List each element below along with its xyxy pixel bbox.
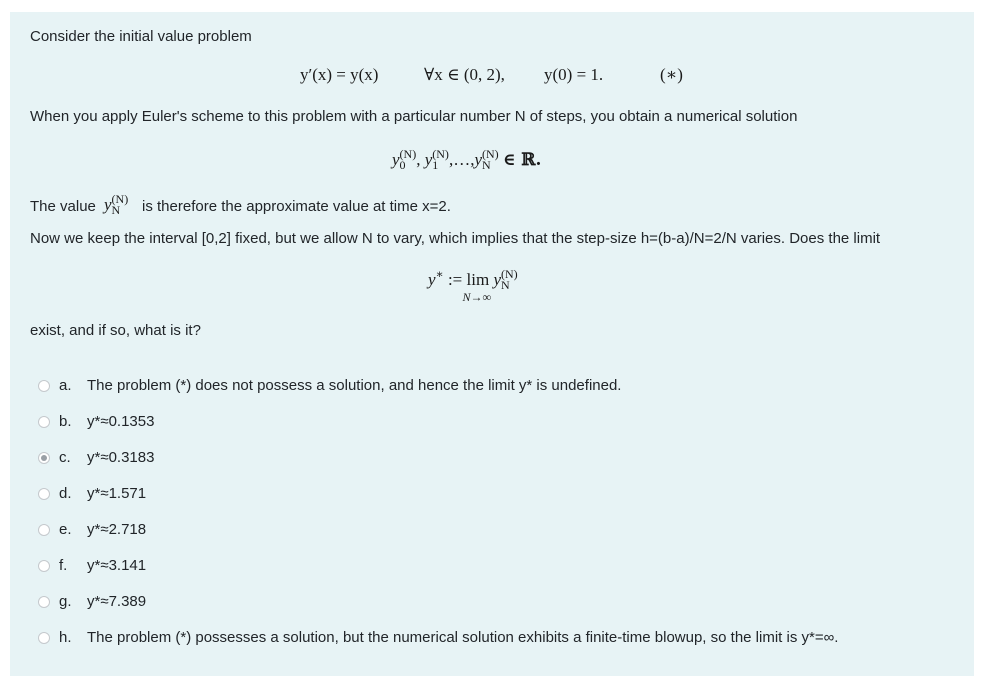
limit-operator (462, 270, 492, 304)
value-yN-sub: N (111, 203, 121, 217)
option-h-radio[interactable] (38, 632, 50, 644)
option-h-text: The problem (*) possesses a solution, but the numerical solution exhibits a finite-time blowup, so the limit is y*=∞. (87, 629, 839, 646)
seq-y1-sub: 1 (432, 158, 439, 172)
value-y: y (104, 195, 112, 214)
seq-yN-indices (481, 147, 499, 172)
option-d-text: y*≈1.571 (87, 485, 147, 502)
ivp-forall: ∀x ∈ (0, 2), (424, 65, 505, 84)
ivp-initial-condition: y(0) = 1. (544, 65, 604, 84)
option-c-letter: c. (59, 449, 71, 466)
option-c-text: y*≈0.3183 (87, 449, 155, 466)
seq-y0-sup: (N) (399, 147, 417, 161)
seq-yN-sub: N (481, 158, 491, 172)
value-yN-sup: (N) (111, 192, 129, 206)
option-g-radio[interactable] (38, 596, 50, 608)
seq-ellipsis: ,…, (448, 150, 475, 169)
seq-yN: y (474, 150, 482, 169)
numerical-solution-sequence: $y^{(N)}$ 0 , $y^{(N)}$ 1 $,\dots,y^{(N)}$ N ∈ ℝ. (392, 150, 541, 171)
intro-text: Consider the initial value problem (30, 28, 252, 45)
option-d-radio[interactable] (38, 488, 50, 500)
option-g-text: y*≈7.389 (87, 593, 147, 610)
option-c-radio[interactable] (38, 452, 50, 464)
limit-yN-sup: (N) (500, 267, 518, 281)
exist-sentence: exist, and if so, what is it? (30, 322, 201, 339)
ivp-tag: (∗) (660, 65, 683, 84)
seq-y0: y (392, 150, 400, 169)
option-e-radio[interactable] (38, 524, 50, 536)
option-b-letter: b. (59, 413, 72, 430)
limit-defeq: := (447, 270, 463, 289)
option-e-letter: e. (59, 521, 72, 538)
seq-y1: y (424, 150, 433, 169)
limit-star: ∗ (435, 267, 444, 281)
value-yN-symbol (104, 192, 129, 217)
option-a-letter: a. (59, 377, 72, 394)
seq-y1-indices (432, 147, 449, 172)
option-d-letter: d. (59, 485, 72, 502)
option-f-letter: f. (59, 557, 68, 574)
option-e-text: y*≈2.718 (87, 521, 147, 538)
seq-yN-sup: (N) (481, 147, 499, 161)
limit-y: y (493, 270, 501, 289)
euler-sentence: When you apply Euler's scheme to this problem with a particular number N of steps, you obtain a numerical solution (30, 108, 798, 125)
limit-yN-indices (500, 267, 518, 292)
ivp-ode: y′(x) = y(x) (300, 65, 379, 84)
limit-definition (428, 267, 518, 304)
option-a-radio[interactable] (38, 380, 50, 392)
seq-y0-indices (399, 147, 417, 172)
value-yN-indices (111, 192, 129, 217)
limit-yN-sub: N (500, 278, 510, 292)
seq-in-reals: ∈ ℝ. (502, 150, 542, 170)
option-b-text: y*≈0.1353 (87, 413, 155, 430)
option-a-text: The problem (*) does not possess a solution, and hence the limit y* is undefined. (87, 377, 622, 394)
question-panel (10, 12, 974, 676)
value-suffix: is therefore the approximate value at time x=2. (142, 198, 451, 215)
limit-lim: lim (466, 270, 490, 289)
option-g-letter: g. (59, 593, 72, 610)
seq-y1-sup: (N) (432, 147, 449, 161)
option-f-text: y*≈3.141 (87, 557, 147, 574)
option-b-radio[interactable] (38, 416, 50, 428)
limit-ystar: y (428, 270, 436, 289)
ivp-equation (300, 65, 378, 85)
option-f-radio[interactable] (38, 560, 50, 572)
limit-sentence: Now we keep the interval [0,2] fixed, but we allow N to vary, which implies that the step-size h=(b-a)/N=2/N varies. Does the limit (30, 230, 881, 247)
value-prefix: The value (30, 198, 96, 215)
seq-y0-sub: 0 (399, 158, 406, 172)
limit-under: N→∞ (462, 290, 492, 304)
option-h-letter: h. (59, 629, 72, 646)
